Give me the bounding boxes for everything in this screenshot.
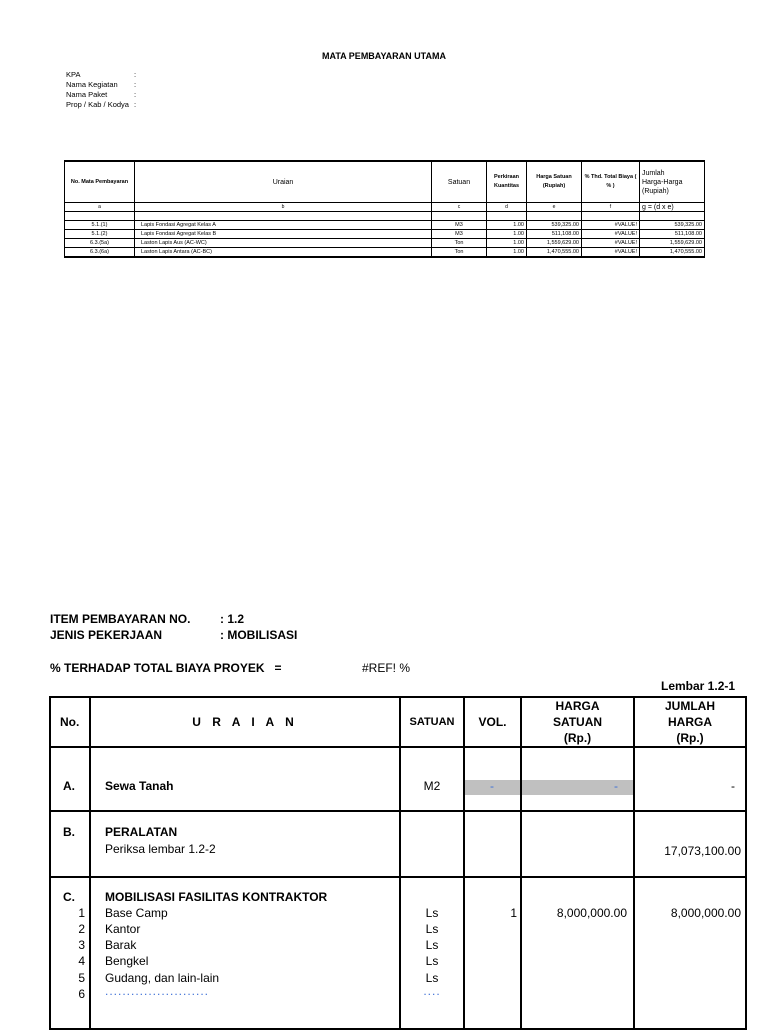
mobilisasi-table [49,696,747,1030]
header-no: No. [50,697,90,747]
header-uraian: U R A I A N [90,697,400,747]
persen-total-value: #REF! % [362,661,411,675]
table-row: 5.1.(2) Lapis Fondasi Agregat Kelas B M3 1.00 511,108.00 #VALUE! 511,108.00 [65,230,705,239]
header-harga-satuan: HARGA SATUAN (Rp.) [521,697,634,747]
jenis-pekerjaan-value: : MOBILISASI [220,628,298,642]
info-prop-kab: Prop / Kab / Kodya : [66,100,137,109]
item-pembayaran-value: : 1.2 [220,612,245,626]
header-persen: % Thd. Total Biaya ( % ) [582,161,640,203]
persen-total-label: % TERHADAP TOTAL BIAYA PROYEK = [50,661,282,675]
header-harga: Harga Satuan (Rupiah) [527,161,582,203]
table-row: 6.3.(5a) Laston Lapis Aus (AC-WC) Ton 1.00 1,559,629.00 #VALUE! 1,559,629.00 [65,239,705,248]
header-jumlah-harga: JUMLAH HARGA (Rp.) [634,697,746,747]
info-nama-kegiatan: Nama Kegiatan : [66,80,137,89]
payment-items-table [64,160,705,258]
header-satuan: SATUAN [400,697,464,747]
info-kpa: KPA : [66,70,137,79]
header-satuan: Satuan [432,161,487,203]
table-row: C. 1 2 3 4 5 6 MOBILISASI FASILITAS KONTRAKTOR Base Camp Kantor Barak Bengkel Gudang, dan lain-lain ........................ Ls Ls Ls Ls Ls .... 1 8,000,000.00 8,000,000.00 [50,877,746,1029]
blank-row [65,212,705,221]
column-letter-row: a b c d e f g = (d x e) [65,203,705,212]
header-uraian: Uraian [135,161,432,203]
row-c-title: MOBILISASI FASILITAS KONTRAKTOR [105,890,328,904]
table-row: B. PERALATAN Periksa lembar 1.2-2 17,073,100.00 [50,811,746,877]
jenis-pekerjaan-label: JENIS PEKERJAAN [50,628,163,642]
header-no: No. Mata Pembayaran [65,161,135,203]
item-pembayaran-label: ITEM PEMBAYARAN NO. [50,612,191,626]
header-vol: VOL. [464,697,521,747]
table-header-row [50,697,746,747]
header-kuantitas: Perkiraan Kuantitas [487,161,527,203]
table-header-row [65,161,705,203]
table-row: 6.3.(6a) Laston Lapis Antara (AC-BC) Ton 1.00 1,470,555.00 #VALUE! 1,470,555.00 [65,248,705,258]
row-b-sub: Periksa lembar 1.2-2 [105,842,216,856]
lembar-label: Lembar 1.2-1 [661,679,736,693]
page-title: MATA PEMBAYARAN UTAMA [321,51,446,61]
row-b-title: PERALATAN [105,825,178,839]
table-row: A. Sewa Tanah M2 - - - [50,747,746,811]
row-a-uraian: Sewa Tanah [105,779,174,793]
table-row: 5.1.(1) Lapis Fondasi Agregat Kelas A M3 1.00 539,325.00 #VALUE! 539,325.00 [65,221,705,230]
header-jumlah: Jumlah Harga-Harga (Rupiah) [640,161,705,203]
info-nama-paket: Nama Paket : [66,90,137,99]
